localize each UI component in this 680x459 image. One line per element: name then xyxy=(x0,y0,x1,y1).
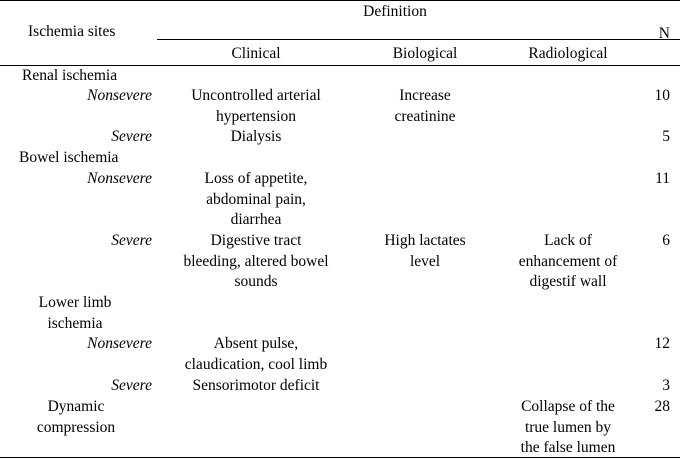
header-clinical: Clinical xyxy=(231,45,281,62)
n-value: 12 xyxy=(654,335,670,352)
top-rule xyxy=(0,0,680,1)
clinical-cell xyxy=(168,169,344,231)
clinical-cell xyxy=(168,127,344,148)
group-label-line: Lower limb xyxy=(38,294,112,311)
header-biological: Biological xyxy=(392,45,458,62)
row-severity: Nonsevere xyxy=(87,335,152,352)
clinical-line: abdominal pain, xyxy=(206,190,306,208)
header-radiological: Radiological xyxy=(528,45,608,62)
clinical-line: Digestive tract xyxy=(210,232,302,249)
radiological-line: Lack of xyxy=(544,232,592,249)
definition-rule xyxy=(157,39,680,40)
group-label-line: Dynamic xyxy=(47,398,105,415)
n-value: 28 xyxy=(654,398,670,415)
row-severity: Severe xyxy=(111,232,152,249)
clinical-line: bleeding, altered bowel xyxy=(183,252,329,270)
clinical-line: hypertension xyxy=(215,107,297,125)
biological-line: High lactates xyxy=(384,232,466,249)
clinical-line: diarrhea xyxy=(230,211,282,228)
clinical-line: claudication, cool limb xyxy=(184,355,328,373)
group-label-renal: Renal ischemia xyxy=(22,67,118,84)
radiological-line: enhancement of xyxy=(518,252,618,270)
radiological-line: Collapse of the xyxy=(521,398,615,415)
radiological-cell xyxy=(508,397,628,459)
clinical-line: sounds xyxy=(234,273,278,290)
clinical-line: Loss of appetite, xyxy=(204,170,308,187)
clinical-cell xyxy=(168,231,344,293)
biological-line: level xyxy=(409,252,441,270)
row-severity: Severe xyxy=(111,128,152,145)
clinical-line: Dialysis xyxy=(230,128,282,145)
biological-cell xyxy=(350,231,500,272)
group-label-bowel: Bowel ischemia xyxy=(19,149,119,166)
group-label-lower-limb xyxy=(20,293,130,334)
row-severity: Nonsevere xyxy=(87,87,152,104)
header-definition: Definition xyxy=(363,3,427,20)
row-severity: Severe xyxy=(111,377,152,394)
radiological-line: true lumen by xyxy=(524,418,612,436)
n-value: 11 xyxy=(655,170,670,187)
group-label-line: ischemia xyxy=(47,314,103,332)
n-value: 5 xyxy=(662,128,670,145)
row-severity: Nonsevere xyxy=(87,170,152,187)
header-ischemia-sites: Ischemia sites xyxy=(28,23,116,40)
radiological-line: digestif wall xyxy=(529,273,607,290)
clinical-line: Absent pulse, xyxy=(213,335,299,352)
radiological-cell xyxy=(508,231,628,293)
biological-line: Increase xyxy=(399,87,451,104)
biological-cell xyxy=(350,86,500,127)
clinical-cell xyxy=(168,376,344,397)
clinical-cell xyxy=(168,334,344,375)
clinical-line: Uncontrolled arterial xyxy=(191,87,321,104)
radiological-line: the false lumen xyxy=(520,439,616,456)
clinical-cell xyxy=(168,86,344,127)
header-n: N xyxy=(658,25,670,42)
group-label-line: compression xyxy=(36,418,116,436)
n-value: 3 xyxy=(662,377,670,394)
clinical-line: Sensorimotor deficit xyxy=(192,377,320,394)
group-label-dynamic-compression xyxy=(20,397,132,438)
biological-line: creatinine xyxy=(394,107,456,125)
n-value: 6 xyxy=(662,232,670,249)
n-value: 10 xyxy=(654,87,670,104)
